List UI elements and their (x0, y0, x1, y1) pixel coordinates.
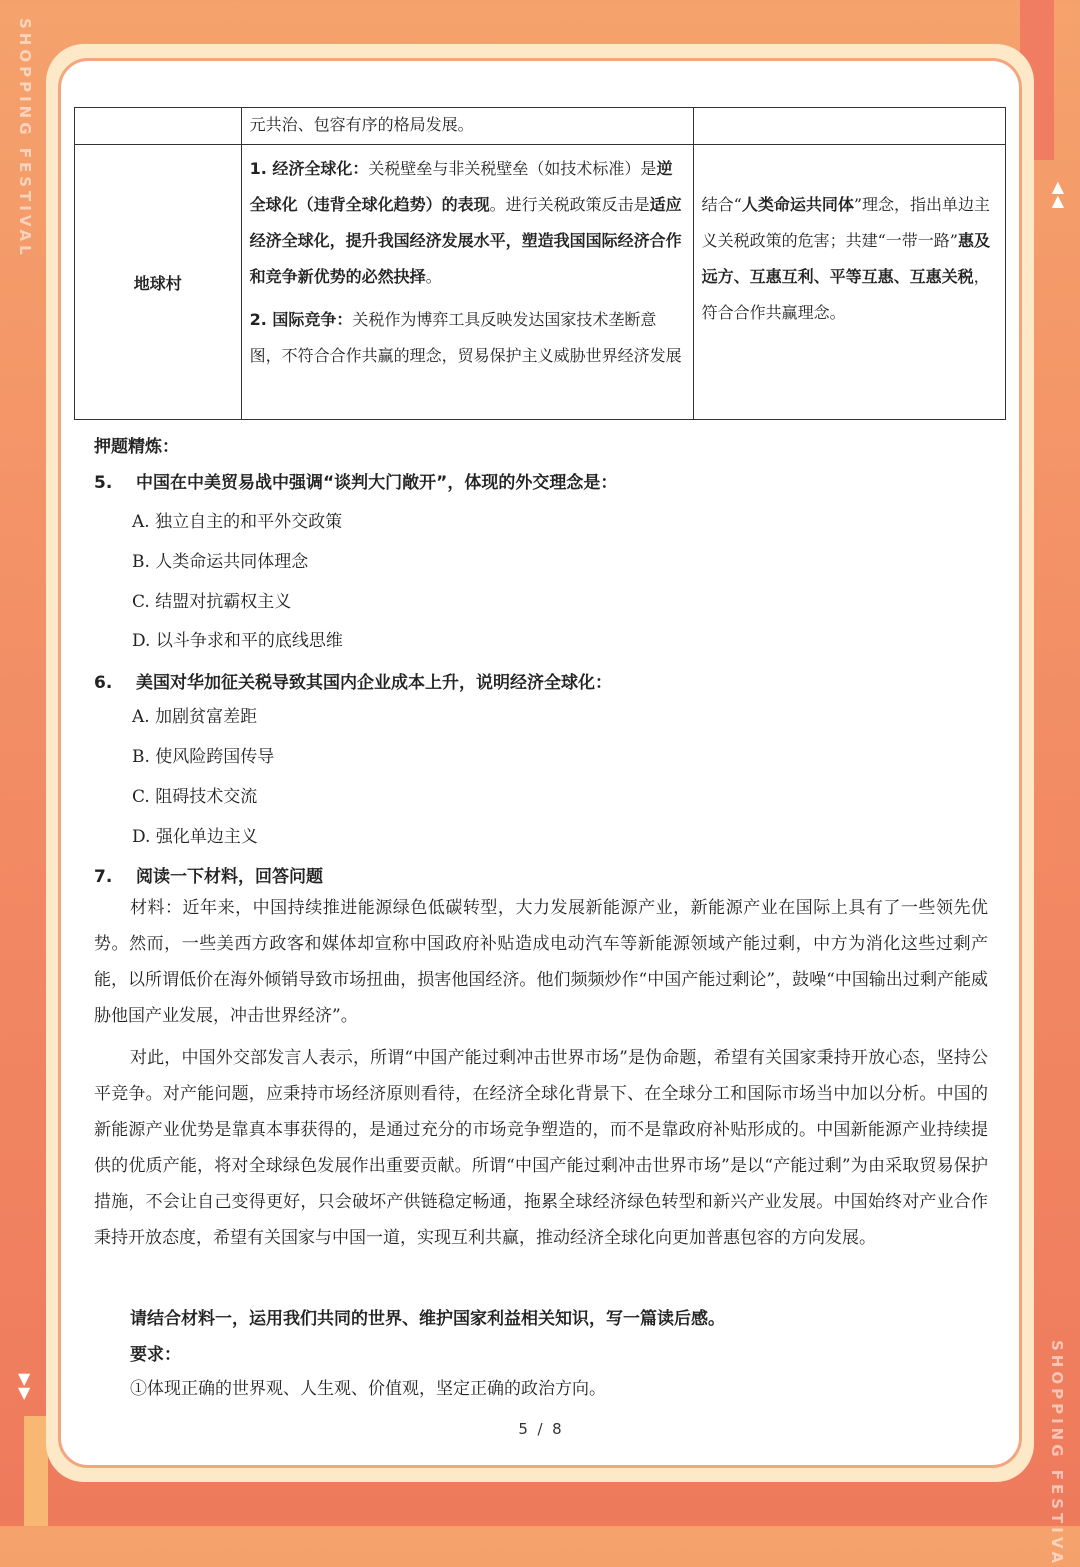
knowledge-table (74, 107, 1006, 420)
table-row (75, 108, 1006, 145)
option-b[interactable]: B. 使风险跨国传导 (132, 747, 275, 767)
side-label-right: SHOPPING FESTIVA (1048, 1340, 1066, 1567)
question-6: 6. 美国对华加征关税导致其国内企业成本上升，说明经济全球化： (94, 673, 612, 693)
material-paragraph-2: 对此，中国外交部发言人表示，所谓“中国产能过剩冲击世界市场”是伪命题，希望有关国家秉持开放心态，坚持公平竞争。对产能问题，应秉持市场经济原则看待，在经济全球化背景下、在全球分工和国际市场当中加以分析。中国的新能源产业优势是靠真本事获得的，是通过充分的市场竞争塑造的，而不是靠政府补贴形成的。中国新能源产业持续提供的优质产能，将对全球绿色发展作出重要贡献。所谓“中国产能过剩冲击世界市场”是以“产能过剩”为由采取贸易保护措施，不会让自己变得更好，只会破坏产供链稳定畅通，拖累全球经济绿色转型和新兴产业发展。中国始终对产业合作秉持开放态度，希望有关国家与中国一道，实现互利共赢，推动经济全球化向更加普惠包容的方向发展。 (94, 1048, 988, 1248)
table-cell (693, 145, 1005, 420)
option-d[interactable]: D. 以斗争求和平的底线思维 (132, 631, 343, 651)
question-5: 5. 中国在中美贸易战中强调“谈判大门敞开”，体现的外交理念是： (94, 473, 618, 493)
scroll-up-icon[interactable]: ▲ ▲ (1051, 177, 1064, 210)
option-d[interactable]: D. 强化单边主义 (132, 827, 258, 847)
question-7: 7. 阅读一下材料，回答问题 (94, 867, 323, 887)
table-paragraph: 1. 经济全球化：关税壁垒与非关税壁垒（如技术标准）是逆全球化（违背全球化趋势）的表现。进行关税政策反击是适应经济全球化，提升我国经济发展水平，塑造我国国际经济合作和竞争新优势的必然抉择。 (249, 159, 682, 286)
side-label-left: SHOPPING FESTIVAL (16, 18, 34, 259)
option-a[interactable]: A. 加剧贫富差距 (132, 707, 258, 727)
table-cell (75, 108, 242, 145)
table-row (75, 145, 1006, 420)
writing-task: 请结合材料一，运用我们共同的世界、维护国家利益相关知识，写一篇读后感。 (130, 1309, 725, 1329)
material-paragraph-1: 材料：近年来，中国持续推进能源绿色低碳转型，大力发展新能源产业，新能源产业在国际上具有了一些领先优势。然而，一些美西方政客和媒体却宣称中国政府补贴造成电动汽车等新能源领域产能过剩，中方为消化这些过剩产能，以所谓低价在海外倾销导致市场扭曲，损害他国经济。他们频频炒作“中国产能过剩论”，鼓噪“中国输出过剩产能威胁他国产业发展，冲击世界经济”。 (94, 898, 988, 1026)
section-title: 押题精炼： (94, 437, 179, 457)
table-paragraph: 2. 国际竞争：关税作为博弈工具反映发达国家技术垄断意图，不符合合作共赢的理念，贸易保护主义威胁世界经济发展 (249, 310, 682, 365)
option-c[interactable]: C. 阻碍技术交流 (132, 787, 258, 807)
table-cell: 元共治、包容有序的格局发展。 (241, 108, 693, 145)
requirement-item: ①体现正确的世界观、人生观、价值观，坚定正确的政治方向。 (130, 1379, 606, 1399)
option-b[interactable]: B. 人类命运共同体理念 (132, 552, 309, 572)
page-indicator: 5 / 8 (518, 1420, 562, 1438)
scroll-down-icon[interactable]: ▼ ▼ (18, 1369, 31, 1402)
option-a[interactable]: A. 独立自主的和平外交政策 (132, 512, 343, 532)
requirements-title: 要求： (130, 1345, 181, 1365)
table-cell (241, 145, 693, 420)
option-c[interactable]: C. 结盟对抗霸权主义 (132, 592, 292, 612)
table-paragraph: 结合“人类命运共同体”理念，指出单边主义关税政策的危害；共建“一带一路”惠及远方、互惠互利、平等互惠、互惠关税，符合合作共赢理念。 (701, 195, 991, 322)
table-row-label: 地球村 (75, 145, 242, 420)
table-cell (693, 108, 1005, 145)
